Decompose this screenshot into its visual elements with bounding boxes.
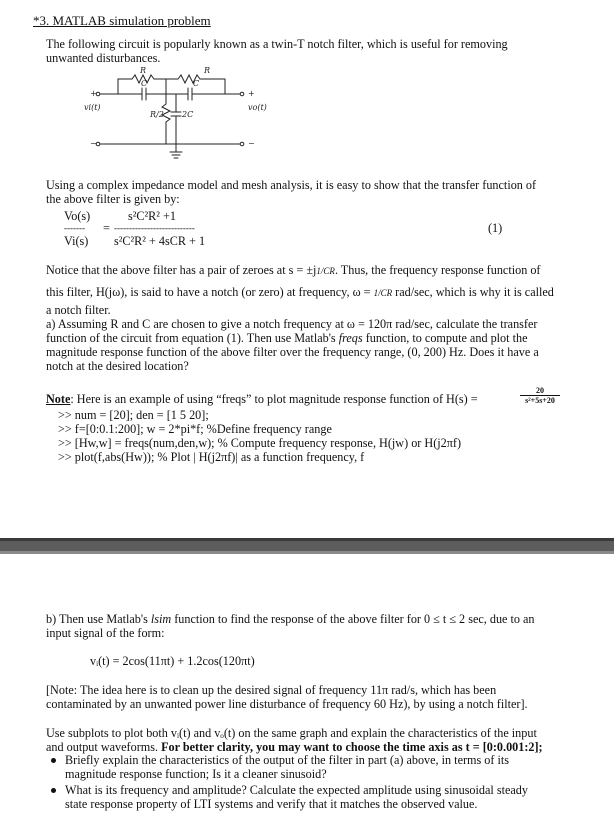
tf-lhs-numerator: Vo(s): [64, 209, 91, 223]
problem-title: *3. MATLAB simulation problem: [33, 13, 211, 28]
lsim-keyword: lsim: [150, 612, 172, 626]
part-a-line-2: function of the circuit from equation (1). Then use Matlab's freqs function, to compute and plot the: [46, 331, 528, 345]
time-axis-hint: For better clarity, you may want to choose the time axis as t = [0:0.001:2];: [161, 740, 543, 754]
bullet-1-line-1: Briefly explain the characteristics of the output of the filter in part (a) above, in terms of its: [65, 753, 510, 767]
note-b-line-1: [Note: The idea here is to clean up the desired signal of frequency 11π rad/s, which has been: [46, 683, 497, 697]
mesh-line-2: the above filter is given by:: [46, 192, 180, 206]
code-line-4: >> plot(f,abs(Hw)); % Plot | H(j2πf)| as a function frequency, f: [58, 450, 365, 464]
tf-lhs-bar: -------: [64, 223, 85, 233]
part-a-line-3: magnitude response function of the above filter over the frequency range, (0, 200) Hz. Does it have a: [46, 345, 539, 359]
bullet-dot-1: [51, 758, 56, 763]
code-line-3: >> [Hw,w] = freqs(num,den,w); % Compute frequency response, H(jw) or H(j2πf): [58, 436, 462, 450]
note-b-line-2: contaminated by an unwanted power line disturbance of frequency 60 Hz), by using a notch filter].: [46, 697, 528, 711]
freqs-keyword: freqs: [338, 331, 363, 345]
note-line: Note: Here is an example of using “freqs” to plot magnitude response function of H(s) =: [46, 392, 478, 406]
tf-lhs-denominator: Vi(s): [64, 234, 89, 248]
notice-line-2: this filter, H(jω), is said to have a notch (or zero) at frequency, ω = 1/CR rad/sec, which is why it is called: [46, 285, 554, 299]
part-a-line-4: notch at the desired location?: [46, 359, 189, 373]
tf-equals: =: [103, 221, 110, 235]
tf-rhs-numerator: s²C²R² +1: [128, 209, 176, 223]
tf-rhs-denominator: s²C²R² + 4sCR + 1: [114, 234, 206, 248]
twin-t-circuit-diagram: [80, 64, 280, 164]
label-vout: vo(t): [248, 103, 267, 112]
notice-fraction-2: 1/CR: [373, 288, 393, 298]
part-b-line-2: input signal of the form:: [46, 626, 165, 640]
note-label: Note: [46, 392, 71, 406]
label-minus-in: −: [90, 139, 97, 148]
equation-number: (1): [488, 221, 503, 235]
notice-line-3: a notch filter.: [46, 303, 111, 317]
notice-fraction: 1/CR: [316, 266, 335, 276]
part-a-line-1: a) Assuming R and C are chosen to give a notch frequency at ω = 120π rad/sec, calculate the transfer: [46, 317, 538, 331]
subplot-line-1: Use subplots to plot both vᵢ(t) and vₒ(t) on the same graph and explain the characteristics of the input: [46, 726, 537, 740]
intro-line-2: unwanted disturbances.: [46, 51, 161, 65]
label-minus-out: −: [248, 139, 255, 148]
notice-line-1: Notice that the above filter has a pair of zeroes at s = ±j1/CR. Thus, the frequency response function of: [46, 263, 541, 277]
part-b-line-1: b) Then use Matlab's lsim function to find the response of the above filter for 0 ≤ t ≤ 2 sec, due to an: [46, 612, 535, 626]
label-c-double: 2C: [182, 110, 194, 119]
bullet-dot-2: [51, 788, 56, 793]
label-plus-out: +: [248, 89, 255, 98]
label-vin: vi(t): [84, 103, 101, 112]
bullet-2-line-1: What is its frequency and amplitude? Calculate the expected amplitude using sinusoidal steady: [65, 783, 528, 797]
subplot-line-2: and output waveforms. For better clarity, you may want to choose the time axis as t = [0:0.001:2];: [46, 740, 543, 754]
label-r1: R: [140, 66, 147, 75]
input-signal-equation: vᵢ(t) = 2cos(11πt) + 1.2cos(120πt): [90, 654, 255, 668]
label-r2: R: [204, 66, 211, 75]
intro-line-1: The following circuit is popularly known as a twin-T notch filter, which is useful for removing: [46, 37, 508, 51]
label-c1: C: [141, 79, 148, 88]
page-divider: [0, 538, 614, 554]
note-fraction: 20 s²+5s+20: [520, 386, 560, 405]
bullet-1-line-2: magnitude response function; Is it a cleaner sinusoid?: [65, 767, 327, 781]
label-plus-in: +: [90, 89, 97, 98]
code-line-2: >> f=[0:0.1:200]; w = 2*pi*f; %Define frequency range: [58, 422, 332, 436]
bullet-2-line-2: state response property of LTI systems and verify that it matches the observed value.: [65, 797, 478, 811]
label-r-half: R/2: [150, 110, 164, 119]
label-c2: C: [193, 79, 200, 88]
code-line-1: >> num = [20]; den = [1 5 20];: [58, 408, 209, 422]
mesh-line-1: Using a complex impedance model and mesh analysis, it is easy to show that the transfer function of: [46, 178, 537, 192]
page-two: [0, 554, 614, 827]
tf-rhs-bar: ---------------------------: [114, 223, 195, 233]
